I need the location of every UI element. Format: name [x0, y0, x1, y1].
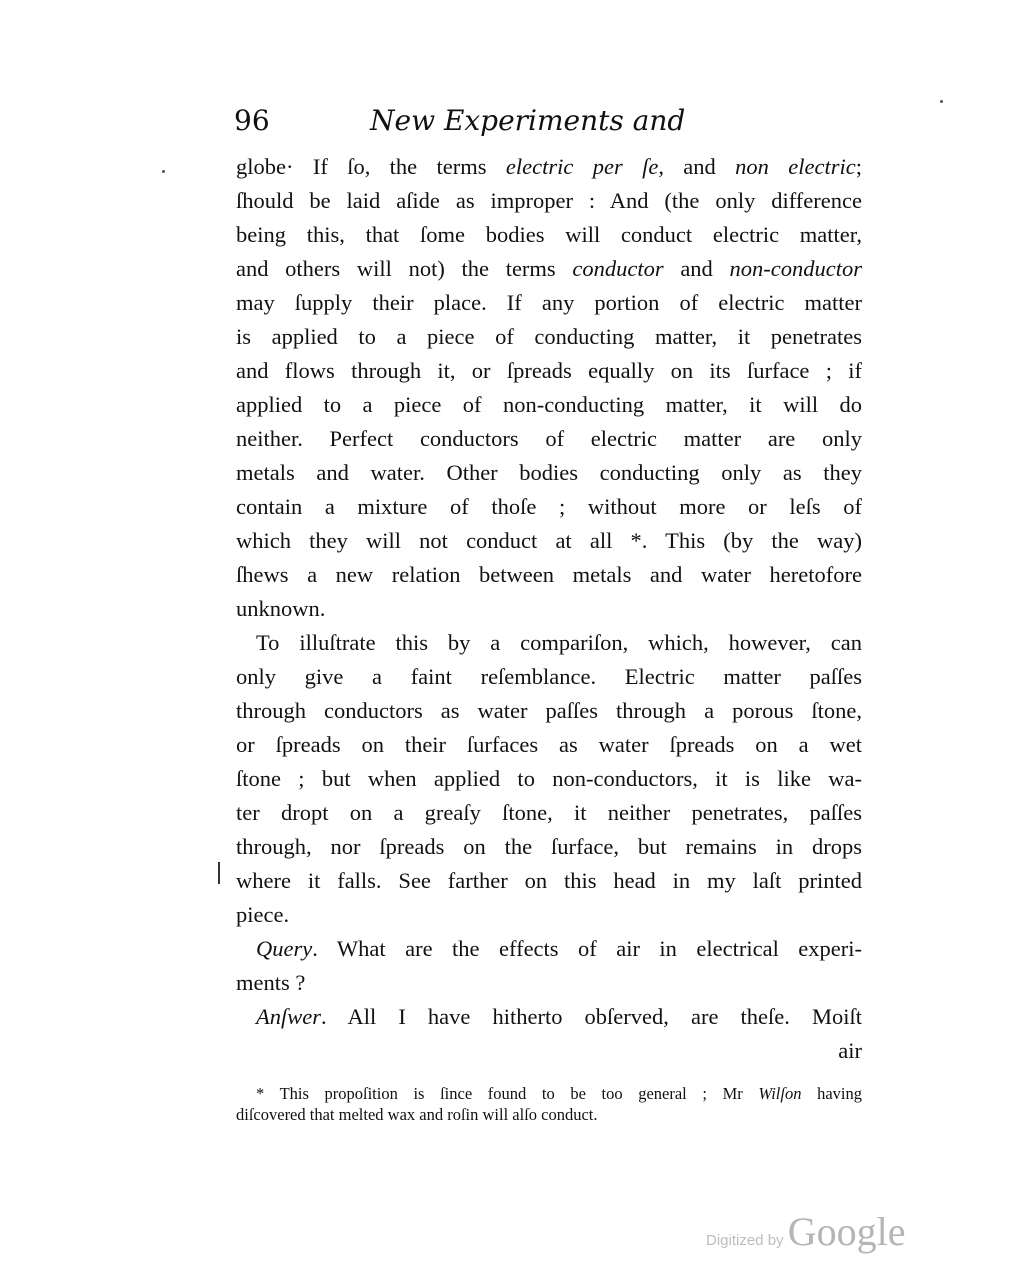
- footnote-line: diſcovered that melted wax and roſin will alſo conduct.: [236, 1105, 598, 1124]
- text-line: may ſupply their place. If any portion of electric matter: [236, 290, 862, 315]
- text-line: is applied to a piece of conducting matter, it penetrates: [236, 324, 862, 349]
- text-line: which they will not conduct at all *. This (by the way): [236, 528, 862, 553]
- text-line: neither. Perfect conductors of electric matter are only: [236, 426, 862, 451]
- text-line: and others will not) the terms conductor and non-conductor: [236, 256, 862, 281]
- text-line: Anſwer. All I have hitherto obſerved, are theſe. Moiſt: [256, 1004, 862, 1029]
- catchword: air: [838, 1038, 862, 1063]
- text-line: unknown.: [236, 596, 326, 621]
- text-line: ſtone ; but when applied to non-conductors, it is like wa-: [236, 766, 862, 791]
- text-line: through conductors as water paſſes through a porous ſtone,: [236, 698, 862, 723]
- watermark-prefix: Digitized by: [706, 1232, 788, 1249]
- page-number: 96: [234, 104, 270, 137]
- footnote: [236, 1083, 862, 1125]
- body-text: [236, 150, 862, 1068]
- text-line: and flows through it, or ſpreads equally on its ſurface ; if: [236, 358, 862, 383]
- text-line: globe· If ſo, the terms electric per ſe, and non electric;: [236, 154, 862, 179]
- text-line: ſhould be laid aſide as improper : And (the only difference: [236, 188, 862, 213]
- text-line: ſhews a new relation between metals and water heretofore: [236, 562, 862, 587]
- margin-mark: [218, 862, 220, 884]
- text-line: ter dropt on a greaſy ſtone, it neither penetrates, paſſes: [236, 800, 862, 825]
- google-logo: Google: [787, 1209, 906, 1254]
- scan-speck: [162, 170, 165, 173]
- text-line: ments ?: [236, 970, 306, 995]
- text-line: applied to a piece of non-conducting matter, it will do: [236, 392, 862, 417]
- text-line: contain a mixture of thoſe ; without more or leſs of: [236, 494, 862, 519]
- text-line: metals and water. Other bodies conducting only as they: [236, 460, 862, 485]
- digitized-watermark: [706, 1208, 905, 1255]
- text-line: through, nor ſpreads on the ſurface, but remains in drops: [236, 834, 862, 859]
- text-line: being this, that ſome bodies will conduct electric matter,: [236, 222, 862, 247]
- text-line: piece.: [236, 902, 290, 927]
- text-line: only give a faint reſemblance. Electric matter paſſes: [236, 664, 862, 689]
- text-line: where it falls. See farther on this head in my laſt printed: [236, 868, 862, 893]
- text-line: or ſpreads on their ſurfaces as water ſpreads on a wet: [236, 732, 862, 757]
- running-head: New Experiments and: [370, 104, 686, 137]
- scan-speck: [940, 100, 943, 103]
- page-header: [234, 100, 864, 140]
- text-line: To illuſtrate this by a compariſon, which, however, can: [256, 630, 862, 655]
- footnote-line: * This propoſition is ſince found to be too general ; Mr Wilſon having: [256, 1084, 862, 1103]
- text-line: Query. What are the effects of air in electrical experi-: [256, 936, 862, 961]
